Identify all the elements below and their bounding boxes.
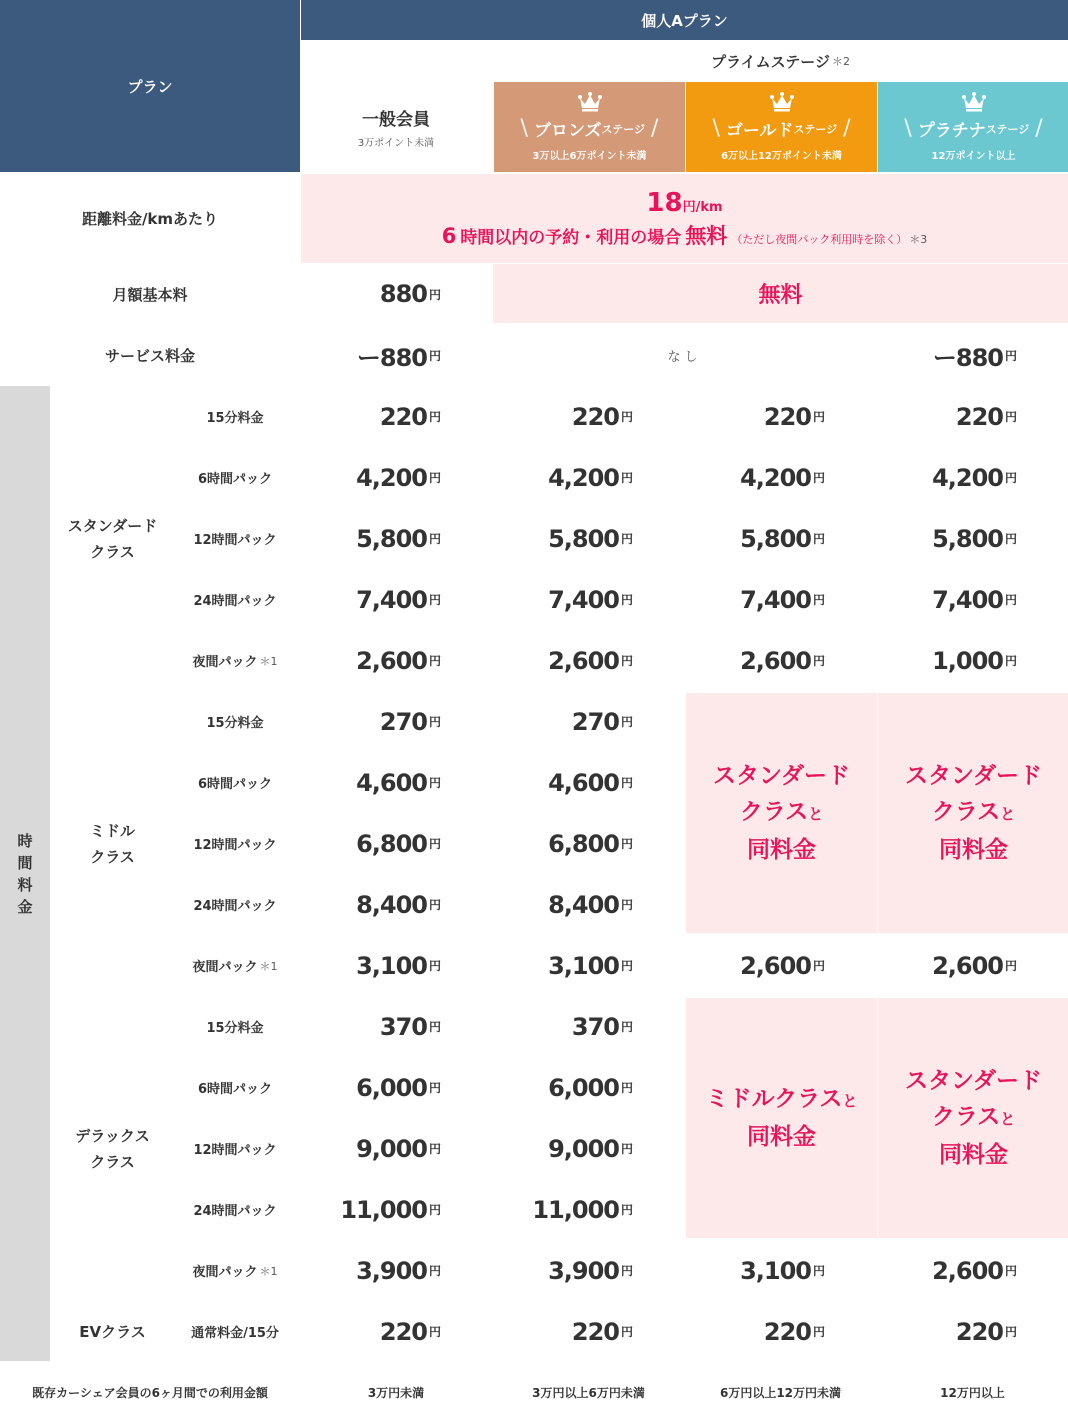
price-cell-col2 (493, 935, 633, 996)
service-fee-none (493, 324, 876, 386)
row-label-text: 15分料金 (206, 411, 264, 426)
footer-label-text: 既存カーシェア会員の6ヶ月間での利用金額 (32, 1385, 268, 1400)
platinum-same-price-cell (878, 693, 1068, 933)
yen-unit: 円 (620, 471, 633, 485)
stage-header-3 (878, 82, 1068, 172)
distance-price: 18 (646, 187, 683, 218)
row-label-text: 12時間パック (193, 838, 277, 853)
price-value: 7,400 (932, 585, 1003, 614)
price-cell-col2 (493, 1179, 633, 1240)
distance-free: 無料 (685, 223, 728, 248)
price-value: 7,400 (548, 585, 619, 614)
yen-unit: 円 (428, 1203, 441, 1217)
same-line3: 同料金 (939, 1142, 1008, 1168)
price-value: 1,000 (932, 646, 1003, 675)
same-line1: ミドルクラスと (705, 1086, 858, 1112)
footer-value-text: 3万円以上6万円未満 (532, 1385, 645, 1400)
stage-name (515, 116, 665, 141)
price-cell-col4 (877, 447, 1017, 508)
yen-unit: 円 (1004, 959, 1017, 973)
same-to: と (808, 805, 824, 823)
yen-unit: 円 (620, 654, 633, 668)
yen-unit: 円 (812, 593, 825, 607)
prime-stage-note: ＊2 (831, 55, 850, 68)
yen-unit: 円 (620, 1142, 633, 1156)
price-cell-col2 (493, 813, 633, 874)
row-label-text: 15分料金 (206, 1021, 264, 1036)
same-line1: スタンダード (904, 1068, 1043, 1094)
row-label (175, 874, 295, 935)
stage-name-suffix: ステージ (985, 122, 1030, 136)
monthly-fee-text: 月額基本料 (112, 285, 188, 304)
class-name (50, 691, 175, 996)
row-label (175, 386, 295, 447)
same-line1: スタンダード (712, 763, 851, 789)
yen-unit: 円 (620, 898, 633, 912)
row-label (175, 996, 295, 1057)
row-label (175, 1240, 295, 1301)
stage-header-1 (494, 82, 685, 172)
yen-unit: 円 (428, 593, 441, 607)
footer-value-col1 (301, 1362, 491, 1422)
price-value: 4,600 (548, 768, 619, 797)
price-cell-col1 (301, 874, 441, 935)
price-value: 7,400 (356, 585, 427, 614)
ev-price-col2 (493, 1301, 633, 1362)
price-value: 220 (955, 402, 1003, 431)
row-label-text: 24時間パック (193, 1204, 277, 1219)
class-name-line: クラス (90, 847, 135, 866)
distance-condition: 時間以内の予約・利用の場合 (460, 227, 682, 248)
price-cell-col1 (301, 630, 441, 691)
gold-same-price-cell (686, 693, 877, 933)
footer-value-col2 (493, 1362, 684, 1422)
price-value: 5,800 (548, 524, 619, 553)
price-cell-col2 (493, 1057, 633, 1118)
price-value: 3,900 (356, 1256, 427, 1285)
distance-fee-label (0, 172, 300, 264)
yen-unit: 円 (428, 959, 441, 973)
yen-unit: 円 (620, 1081, 633, 1095)
price-value: 220 (571, 1317, 619, 1346)
yen-unit: 円 (428, 898, 441, 912)
price-value: 6,800 (356, 829, 427, 858)
service-fee-general (301, 324, 441, 386)
footer-label (0, 1362, 300, 1422)
slash-left: \ (904, 116, 912, 141)
same-price-text (713, 758, 850, 868)
price-cell-col1 (301, 1118, 441, 1179)
price-value: 11,000 (532, 1195, 619, 1224)
price-cell-col4 (877, 386, 1017, 447)
row-label-text: 6時間パック (197, 1082, 273, 1097)
gold-same-price-cell (686, 998, 877, 1238)
price-value: 220 (379, 1317, 427, 1346)
price-cell-col2 (493, 1240, 633, 1301)
distance-hours: 6 (441, 223, 457, 248)
same-to: と (1000, 1110, 1016, 1128)
price-value: 6,800 (548, 829, 619, 858)
row-label-note: ＊1 (259, 959, 278, 973)
price-cell-col3 (685, 630, 825, 691)
row-label (175, 1118, 295, 1179)
same-line2: クラスと (931, 1104, 1016, 1130)
price-value: 2,600 (740, 646, 811, 675)
price-value: 3,100 (356, 951, 427, 980)
class-name-line: ミドル (89, 821, 135, 840)
yen-unit: 円 (620, 715, 633, 729)
yen-unit: 円 (428, 532, 441, 546)
plan-header-cell (0, 0, 300, 172)
price-cell-col2 (493, 630, 633, 691)
slash-left: \ (712, 116, 720, 141)
stage-condition: 3万以上6万ポイント未満 (532, 151, 647, 162)
same-price-text (706, 1081, 858, 1155)
crown-icon (577, 92, 603, 112)
price-cell-col1 (301, 1179, 441, 1240)
yen-unit: 円 (428, 410, 441, 424)
price-value: 220 (763, 402, 811, 431)
general-member-cond: 3万ポイント未満 (357, 138, 435, 149)
row-label (175, 752, 295, 813)
plan-header-label: プラン (127, 77, 173, 96)
same-line3: 同料金 (747, 837, 816, 863)
service-fee-label (0, 324, 300, 386)
yen-unit: 円 (812, 410, 825, 424)
ev-price-col4 (877, 1301, 1017, 1362)
time-fee-label (0, 386, 50, 1361)
distance-fee-text: 距離料金/kmあたり (81, 209, 219, 228)
prime-stage-label: プライムステージ (711, 52, 830, 71)
crown-icon (961, 92, 987, 112)
price-value: 4,200 (740, 463, 811, 492)
platinum-same-price-cell (878, 998, 1068, 1238)
slash-right: / (651, 116, 659, 141)
yen-unit: 円 (1004, 654, 1017, 668)
personal-plan-label: 個人Aプラン (641, 11, 728, 30)
same-to: と (842, 1092, 858, 1110)
yen-unit: 円 (620, 1264, 633, 1278)
yen-unit: 円 (620, 1325, 633, 1339)
yen-unit: 円 (428, 348, 441, 363)
row-label (175, 569, 295, 630)
yen-unit: 円 (1004, 410, 1017, 424)
footer-value-text: 3万円未満 (367, 1385, 425, 1400)
stage-header-2 (686, 82, 877, 172)
yen-unit: 円 (1004, 1325, 1017, 1339)
monthly-fee-value: 880 (379, 280, 427, 308)
service-fee-text: サービス料金 (104, 346, 195, 365)
price-value: 5,800 (356, 524, 427, 553)
price-cell-col2 (493, 1118, 633, 1179)
ev-row-label (175, 1301, 295, 1362)
price-cell-col4 (877, 630, 1017, 691)
same-line1: スタンダード (904, 763, 1043, 789)
price-value: 5,800 (932, 524, 1003, 553)
crown-icon (769, 92, 795, 112)
general-member-name: 一般会員 (362, 110, 430, 130)
price-cell-col2 (493, 386, 633, 447)
price-cell-col1 (301, 935, 441, 996)
price-cell-col2 (493, 508, 633, 569)
price-cell-col4 (877, 935, 1017, 996)
yen-unit: 円 (620, 532, 633, 546)
ev-price-col3 (685, 1301, 825, 1362)
monthly-fee-free-cell (493, 264, 1068, 323)
monthly-fee-label (0, 264, 300, 324)
footer-value-text: 12万円以上 (940, 1385, 1005, 1400)
price-value: 220 (379, 402, 427, 431)
price-value: 270 (571, 707, 619, 736)
class-name-line: クラス (90, 542, 135, 561)
stage-condition: 12万ポイント以上 (931, 151, 1016, 162)
stage-name-suffix: ステージ (793, 122, 838, 136)
stage-name (706, 116, 856, 141)
yen-unit: 円 (428, 471, 441, 485)
yen-unit: 円 (620, 776, 633, 790)
row-label-note: ＊1 (259, 1264, 278, 1278)
row-label-text: 24時間パック (193, 594, 277, 609)
price-value: 370 (571, 1012, 619, 1041)
yen-unit: 円 (812, 471, 825, 485)
same-price-text (905, 1063, 1042, 1173)
stage-name-main: プラチナ (917, 121, 986, 141)
row-label-text: 24時間パック (193, 899, 277, 914)
price-cell-col1 (301, 508, 441, 569)
price-cell-col1 (301, 752, 441, 813)
row-label (175, 691, 295, 752)
price-cell-col3 (685, 569, 825, 630)
time-fee-char: 間 (17, 853, 33, 872)
yen-unit: 円 (428, 287, 441, 302)
footer-value-col4 (877, 1362, 1068, 1422)
price-value: 2,600 (740, 951, 811, 980)
row-label-text: 6時間パック (197, 777, 273, 792)
time-fee-char: 料 (17, 875, 33, 894)
price-value: 6,000 (548, 1073, 619, 1102)
price-value: 11,000 (340, 1195, 427, 1224)
price-cell-col3 (685, 935, 825, 996)
yen-unit: 円 (620, 1020, 633, 1034)
class-name-line: スタンダード (67, 516, 158, 535)
row-label-text: 15分料金 (206, 716, 264, 731)
row-label (175, 935, 295, 996)
stage-name-main: ブロンズ (533, 121, 602, 141)
row-label (175, 1179, 295, 1240)
same-line2: クラスと (931, 799, 1016, 825)
price-value: 3,100 (740, 1256, 811, 1285)
row-label (175, 508, 295, 569)
yen-unit: 円 (812, 1264, 825, 1278)
yen-unit: 円 (620, 959, 633, 973)
price-value: 9,000 (356, 1134, 427, 1163)
price-value: 6,000 (356, 1073, 427, 1102)
class-name (50, 386, 175, 691)
price-value: 3,900 (548, 1256, 619, 1285)
price-value: 270 (379, 707, 427, 736)
row-label (175, 447, 295, 508)
row-label-text: 夜間パック (192, 1265, 258, 1280)
price-cell-col2 (493, 569, 633, 630)
footer-value-text: 6万円以上12万円未満 (719, 1385, 842, 1400)
row-label-note: ＊1 (259, 654, 278, 668)
price-value: 2,600 (356, 646, 427, 675)
price-cell-col2 (493, 874, 633, 935)
footer-value-col3 (685, 1362, 876, 1422)
yen-unit: 円 (812, 1325, 825, 1339)
yen-unit: 円 (812, 959, 825, 973)
same-line2: クラスと (739, 799, 824, 825)
monthly-fee-free: 無料 (758, 283, 803, 308)
price-cell-col2 (493, 996, 633, 1057)
price-value: 220 (955, 1317, 1003, 1346)
time-fee-sidebar (0, 386, 50, 1361)
price-cell-col1 (301, 386, 441, 447)
distance-fee-cell (301, 174, 1068, 263)
same-to: と (1000, 805, 1016, 823)
time-fee-char: 時 (17, 831, 33, 850)
price-cell-col3 (685, 447, 825, 508)
monthly-fee-general (301, 264, 441, 324)
ev-price-col1 (301, 1301, 441, 1362)
price-cell-col1 (301, 691, 441, 752)
price-cell-col2 (493, 447, 633, 508)
price-cell-col2 (493, 752, 633, 813)
price-value: 5,800 (740, 524, 811, 553)
price-value: 4,200 (932, 463, 1003, 492)
price-cell-col2 (493, 691, 633, 752)
yen-unit: 円 (620, 410, 633, 424)
yen-unit: 円 (428, 715, 441, 729)
personal-plan-header (301, 0, 1068, 40)
general-member-header (301, 82, 491, 172)
row-label (175, 1057, 295, 1118)
stage-condition: 6万以上12万ポイント未満 (721, 151, 842, 162)
price-value: 220 (571, 402, 619, 431)
price-value: 2,600 (932, 951, 1003, 980)
stage-name-suffix: ステージ (601, 122, 646, 136)
yen-unit: 円 (1004, 532, 1017, 546)
row-label-text: 12時間パック (193, 1143, 277, 1158)
yen-unit: 円 (620, 837, 633, 851)
yen-unit: 円 (428, 1020, 441, 1034)
price-cell-col1 (301, 1057, 441, 1118)
yen-unit: 円 (812, 654, 825, 668)
class-name-line: デラックス (75, 1126, 150, 1145)
price-value: 370 (379, 1012, 427, 1041)
row-label-text: 夜間パック (192, 655, 258, 670)
service-fee-none-text: なし (667, 349, 702, 365)
price-cell-col4 (877, 1240, 1017, 1301)
yen-unit: 円 (1004, 1264, 1017, 1278)
yen-unit: 円 (1004, 471, 1017, 485)
service-fee-value: ー880 (356, 343, 427, 372)
same-price-text (905, 758, 1042, 868)
row-label-text: 夜間パック (192, 960, 258, 975)
price-cell-col1 (301, 569, 441, 630)
ev-class-name: EVクラス (79, 1323, 146, 1341)
slash-left: \ (520, 116, 528, 141)
service-fee-platinum-value: ー880 (932, 343, 1003, 372)
yen-unit: 円 (620, 1203, 633, 1217)
price-value: 3,100 (548, 951, 619, 980)
class-name (50, 996, 175, 1301)
slash-right: / (843, 116, 851, 141)
price-cell-col4 (877, 569, 1017, 630)
distance-note-mark: ＊3 (909, 232, 928, 246)
stage-name (898, 116, 1048, 141)
yen-unit: 円 (812, 532, 825, 546)
price-value: 4,200 (548, 463, 619, 492)
stage-name-main: ゴールド (725, 121, 794, 141)
yen-unit: 円 (428, 1081, 441, 1095)
price-value: 2,600 (548, 646, 619, 675)
price-value: 7,400 (740, 585, 811, 614)
price-cell-col3 (685, 1240, 825, 1301)
price-cell-col3 (685, 508, 825, 569)
row-label-text: 6時間パック (197, 472, 273, 487)
price-value: 8,400 (548, 890, 619, 919)
yen-unit: 円 (1004, 593, 1017, 607)
slash-right: / (1035, 116, 1043, 141)
yen-unit: 円 (428, 1264, 441, 1278)
price-cell-col1 (301, 447, 441, 508)
price-value: 4,600 (356, 768, 427, 797)
yen-unit: 円 (428, 1325, 441, 1339)
yen-unit: 円 (620, 593, 633, 607)
price-value: 9,000 (548, 1134, 619, 1163)
row-label (175, 813, 295, 874)
class-name-line: クラス (90, 1152, 135, 1171)
price-value: 220 (763, 1317, 811, 1346)
price-value: 2,600 (932, 1256, 1003, 1285)
row-label-text: 12時間パック (193, 533, 277, 548)
time-fee-char: 金 (17, 897, 33, 916)
service-fee-platinum (877, 324, 1017, 386)
price-value: 8,400 (356, 890, 427, 919)
prime-stage-header (493, 44, 1068, 78)
price-cell-col1 (301, 1240, 441, 1301)
ev-row-label-text: 通常料金/15分 (191, 1326, 279, 1341)
row-label (175, 630, 295, 691)
same-line3: 同料金 (939, 837, 1008, 863)
yen-unit: 円 (428, 654, 441, 668)
price-cell-col1 (301, 996, 441, 1057)
price-cell-col1 (301, 813, 441, 874)
price-cell-col3 (685, 386, 825, 447)
same-line3: 同料金 (747, 1124, 816, 1150)
yen-unit: 円 (428, 1142, 441, 1156)
distance-unit: 円/km (682, 199, 723, 215)
distance-note: （ただし夜間パック利用時を除く） (731, 232, 908, 246)
yen-unit: 円 (428, 776, 441, 790)
yen-unit: 円 (428, 837, 441, 851)
yen-unit: 円 (1004, 348, 1017, 363)
price-cell-col4 (877, 508, 1017, 569)
price-value: 4,200 (356, 463, 427, 492)
